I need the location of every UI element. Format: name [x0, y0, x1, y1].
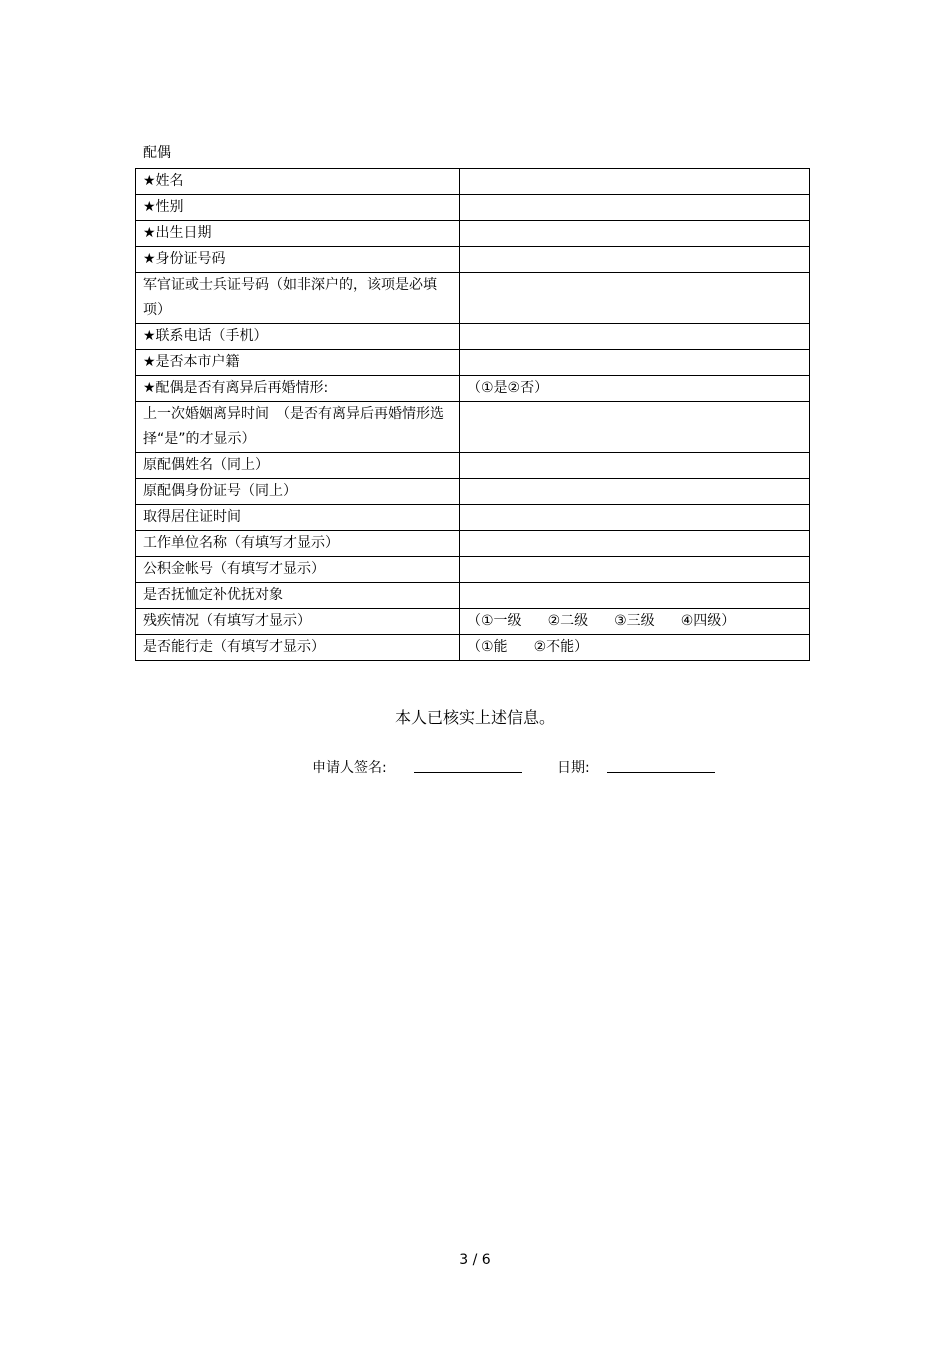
- table-row: [136, 531, 810, 557]
- confirmation-statement: 本人已核实上述信息。: [394, 708, 555, 727]
- table-row: [136, 635, 810, 661]
- remarried-options-hint: （①是②否）: [467, 380, 549, 396]
- field-value-former-spouse-name[interactable]: [460, 453, 810, 479]
- table-row: [136, 195, 810, 221]
- field-label-disability: 残疾情况（有填写才显示）: [136, 609, 460, 635]
- field-value-birthdate[interactable]: [460, 221, 810, 247]
- field-label-local-hukou: ★是否本市户籍: [136, 350, 460, 376]
- table-row: [136, 609, 810, 635]
- disability-option-3: ③三级: [614, 613, 655, 629]
- table-row: [136, 479, 810, 505]
- date-line[interactable]: [607, 772, 715, 773]
- field-label-birthdate: ★出生日期: [136, 221, 460, 247]
- field-value-military-id[interactable]: [460, 273, 810, 324]
- page-number: 3 / 6: [459, 1252, 491, 1268]
- field-label-id-number: ★身份证号码: [136, 247, 460, 273]
- table-row: [136, 505, 810, 531]
- table-row: [136, 557, 810, 583]
- table-row: [136, 583, 810, 609]
- field-value-can-walk[interactable]: [460, 635, 810, 661]
- date-label: 日期:: [557, 760, 590, 776]
- field-label-military-id: 军官证或士兵证号码（如非深户的，该项是必填项）: [136, 273, 460, 324]
- field-label-pension-subsidy: 是否抚恤定补优抚对象: [136, 583, 460, 609]
- table-row: [136, 221, 810, 247]
- disability-option-2: ②二级: [547, 613, 589, 629]
- field-value-pension-subsidy[interactable]: [460, 583, 810, 609]
- table-row: [136, 402, 810, 453]
- field-value-remarried[interactable]: [460, 376, 810, 402]
- table-row: [136, 273, 810, 324]
- walk-option-1: （①能: [467, 639, 508, 655]
- table-row: [136, 169, 810, 195]
- field-value-divorce-date[interactable]: [460, 402, 810, 453]
- table-row: [136, 324, 810, 350]
- table-row: [136, 453, 810, 479]
- field-label-former-spouse-id: 原配偶身份证号（同上）: [136, 479, 460, 505]
- field-label-housing-fund-account: 公积金帐号（有填写才显示）: [136, 557, 460, 583]
- field-label-phone: ★联系电话（手机）: [136, 324, 460, 350]
- field-value-housing-fund-account[interactable]: [460, 557, 810, 583]
- signature-label: 申请人签名:: [312, 760, 387, 776]
- field-label-employer: 工作单位名称（有填写才显示）: [136, 531, 460, 557]
- walk-option-2: ②不能）: [533, 639, 589, 655]
- field-value-employer[interactable]: [460, 531, 810, 557]
- field-value-residence-permit-date[interactable]: [460, 505, 810, 531]
- field-value-id-number[interactable]: [460, 247, 810, 273]
- field-label-residence-permit-date: 取得居住证时间: [136, 505, 460, 531]
- field-value-phone[interactable]: [460, 324, 810, 350]
- field-label-divorce-date: 上一次婚姻离异时间 （是否有离异后再婚情形选择“是”的才显示）: [136, 402, 460, 453]
- field-value-name[interactable]: [460, 169, 810, 195]
- signature-line[interactable]: [414, 772, 522, 773]
- field-label-former-spouse-name: 原配偶姓名（同上）: [136, 453, 460, 479]
- field-label-remarried: ★配偶是否有离异后再婚情形:: [136, 376, 460, 402]
- field-value-disability[interactable]: [460, 609, 810, 635]
- spouse-info-table: [135, 168, 810, 661]
- section-title: 配偶: [143, 145, 171, 161]
- field-value-gender[interactable]: [460, 195, 810, 221]
- table-row: [136, 247, 810, 273]
- disability-option-1: （①一级: [467, 613, 522, 629]
- field-label-can-walk: 是否能行走（有填写才显示）: [136, 635, 460, 661]
- table-row: [136, 350, 810, 376]
- field-value-local-hukou[interactable]: [460, 350, 810, 376]
- table-row: [136, 376, 810, 402]
- disability-option-4: ④四级）: [680, 613, 736, 629]
- field-label-name: ★姓名: [136, 169, 460, 195]
- field-label-gender: ★性别: [136, 195, 460, 221]
- field-value-former-spouse-id[interactable]: [460, 479, 810, 505]
